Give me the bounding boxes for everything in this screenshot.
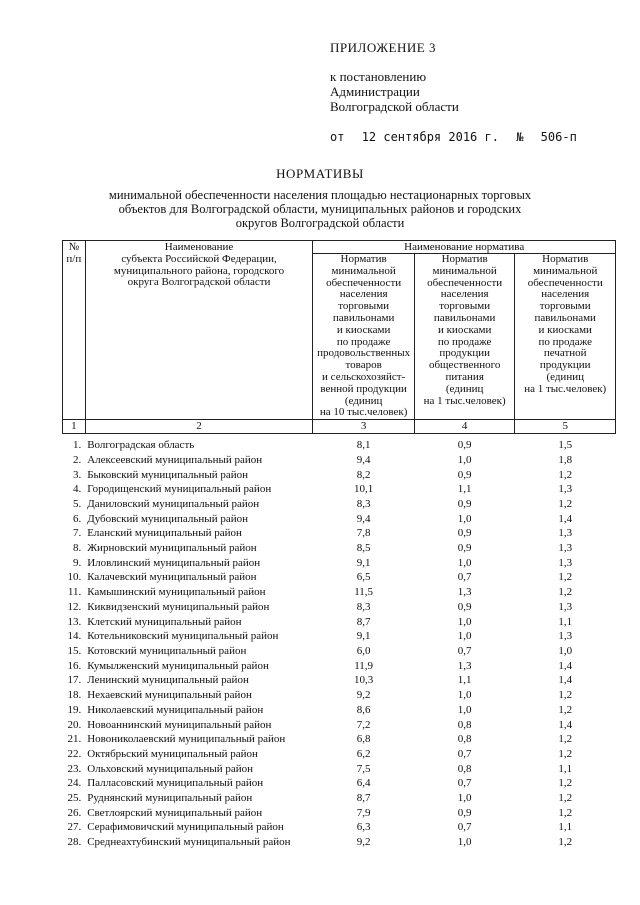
- row-col4: 1,0: [457, 615, 472, 628]
- row-name: Николаевский муниципальный район: [87, 703, 264, 716]
- row-col3: 10,1: [354, 483, 374, 496]
- row-col4: 1,1: [457, 674, 472, 687]
- row-col3: 6,2: [356, 747, 371, 760]
- row-col4: 0,9: [457, 806, 472, 819]
- row-col4: 1,1: [457, 483, 472, 496]
- row-number: 16.: [67, 659, 82, 672]
- row-col3: 8,1: [356, 439, 371, 452]
- row-col5: 1,3: [558, 630, 573, 643]
- row-col4: 0,9: [457, 439, 472, 452]
- row-number: 15.: [67, 645, 82, 657]
- row-col4: 0,7: [457, 821, 472, 834]
- row-col4: 0,8: [457, 733, 472, 746]
- date-prefix: от: [330, 130, 345, 144]
- row-col5: 1,4: [558, 674, 573, 687]
- row-col4: 1,0: [457, 556, 472, 569]
- table-row: [63, 453, 616, 468]
- row-number: 25.: [67, 792, 82, 805]
- row-col5: 1,1: [558, 615, 573, 628]
- row-name: Дубовский муниципальный район: [87, 512, 248, 525]
- row-col3: 9,2: [356, 689, 371, 702]
- row-number: 21.: [67, 733, 82, 746]
- row-number: 7.: [72, 527, 82, 540]
- row-col5: 1,2: [558, 497, 573, 510]
- table-row: [63, 673, 616, 688]
- row-col4: 1,0: [457, 453, 472, 466]
- row-col3: 9,1: [356, 630, 371, 643]
- row-name: Октябрьский муниципальный район: [87, 747, 258, 760]
- number-sign: №: [516, 130, 524, 144]
- table-row: [63, 644, 616, 659]
- row-col3: 7,9: [356, 806, 371, 819]
- document-number: 506-п: [540, 130, 577, 144]
- row-number: 6.: [72, 512, 82, 525]
- row-name: Камышинский муниципальный район: [87, 586, 266, 599]
- row-col4: 0,9: [457, 527, 472, 540]
- row-col5: 1,2: [558, 733, 573, 746]
- table-row: [63, 434, 616, 453]
- table-row: [63, 629, 616, 644]
- row-number: 19.: [67, 703, 82, 716]
- row-col5: 1,3: [558, 600, 573, 613]
- row-name: Руднянский муниципальный район: [87, 792, 253, 805]
- table-row: [63, 835, 616, 850]
- row-number: 2.: [72, 453, 82, 466]
- table-row: [63, 776, 616, 791]
- table-row: [63, 482, 616, 497]
- row-name: Иловлинский муниципальный район: [87, 556, 261, 569]
- row-col3: 7,5: [356, 762, 371, 775]
- row-col3: 6,8: [356, 733, 371, 746]
- row-col4: 0,9: [457, 542, 472, 555]
- row-col4: 0,9: [457, 468, 472, 481]
- row-col4: 0,9: [457, 600, 472, 613]
- row-number: 5.: [72, 497, 82, 510]
- header-group: Наименование норматива: [313, 241, 616, 254]
- row-col3: 6,5: [356, 571, 371, 584]
- row-number: 1.: [72, 439, 82, 452]
- table-row: [63, 659, 616, 674]
- row-col5: 1,1: [558, 821, 573, 834]
- table-row: [63, 688, 616, 703]
- row-col5: 1,4: [558, 718, 573, 731]
- row-col4: 1,0: [457, 703, 472, 716]
- row-name: Среднеахтубинский муниципальный район: [87, 836, 291, 849]
- row-col3: 6,0: [356, 645, 371, 657]
- row-name: Ольховский муниципальный район: [87, 762, 254, 775]
- row-name: Нехаевский муниципальный район: [87, 689, 252, 702]
- row-col5: 1,3: [558, 483, 573, 496]
- table-row: [63, 703, 616, 718]
- row-name: Даниловский муниципальный район: [87, 497, 260, 510]
- table-row: [63, 526, 616, 541]
- row-col4: 0,7: [457, 777, 472, 790]
- header-col4: Норматив минимальной обеспеченности населения торговыми павильонами и киосками по продаже продукции общественного питания (единиц на 1 тыс.человек): [414, 254, 515, 420]
- header-num: № п/п: [63, 241, 86, 420]
- row-col5: 1,2: [558, 777, 573, 790]
- row-col5: 1,2: [558, 689, 573, 702]
- row-col4: 1,0: [457, 512, 472, 525]
- table-row: [63, 615, 616, 630]
- table-row: [63, 718, 616, 733]
- row-name: Ленинский муниципальный район: [87, 674, 249, 687]
- row-name: Светлоярский муниципальный район: [87, 806, 263, 819]
- row-name: Жирновский муниципальный район: [87, 542, 257, 555]
- table-row: [63, 556, 616, 571]
- row-col5: 1,8: [558, 453, 573, 466]
- row-col4: 0,9: [457, 497, 472, 510]
- row-col3: 8,3: [356, 497, 371, 510]
- row-number: 10.: [67, 571, 82, 584]
- row-name: Новониколаевский муниципальный район: [87, 733, 286, 746]
- row-number: 27.: [67, 821, 82, 834]
- row-name: Калачевский муниципальный район: [87, 571, 257, 584]
- row-col3: 8,5: [356, 542, 371, 555]
- table-row: [63, 820, 616, 835]
- row-name: Еланский муниципальный район: [87, 527, 242, 540]
- table-row: [63, 732, 616, 747]
- column-number: 5: [515, 420, 616, 434]
- row-col4: 1,0: [457, 689, 472, 702]
- norms-table: [62, 240, 616, 850]
- appendix-line-1: к постановлению: [330, 69, 427, 84]
- header-name: Наименование субъекта Российской Федерации, муниципального района, городского округа Волгоградской области: [85, 241, 313, 420]
- table-row: [63, 497, 616, 512]
- row-number: 24.: [67, 777, 82, 790]
- row-number: 23.: [67, 762, 82, 775]
- row-name: Котовский муниципальный район: [87, 645, 247, 657]
- row-col3: 10,3: [354, 674, 374, 687]
- table-row: [63, 747, 616, 762]
- row-name: Киквидзенский муниципальный район: [87, 600, 270, 613]
- table-row: [63, 762, 616, 777]
- header-col5: Норматив минимальной обеспеченности населения торговыми павильонами и киосками по продаже печатной продукции (единиц на 1 тыс.человек): [515, 254, 616, 420]
- row-col5: 1,2: [558, 703, 573, 716]
- appendix-title: ПРИЛОЖЕНИЕ 3: [330, 40, 436, 55]
- row-col5: 1,4: [558, 659, 573, 672]
- row-col3: 9,2: [356, 836, 371, 849]
- row-name: Новоаннинский муниципальный район: [87, 718, 272, 731]
- row-name: Кумылженский муниципальный район: [87, 659, 269, 672]
- row-col3: 8,2: [356, 468, 371, 481]
- appendix-date-line: [330, 130, 587, 145]
- table-row: [63, 806, 616, 821]
- row-name: Алексеевский муниципальный район: [87, 453, 263, 466]
- row-col4: 0,8: [457, 762, 472, 775]
- row-number: 18.: [67, 689, 82, 702]
- row-name: Палласовский муниципальный район: [87, 777, 264, 790]
- table-row: [63, 512, 616, 527]
- row-number: 20.: [67, 718, 82, 731]
- row-col3: 9,4: [356, 512, 371, 525]
- row-col4: 1,0: [457, 792, 472, 805]
- row-col4: 1,3: [457, 586, 472, 599]
- table-row: [63, 541, 616, 556]
- row-number: 14.: [67, 630, 82, 643]
- row-number: 11.: [67, 586, 82, 599]
- table-row: [63, 570, 616, 585]
- column-number: 1: [63, 420, 86, 434]
- header-col3: Норматив минимальной обеспеченности населения торговыми павильонами и киосками по продаже продовольственных товаров и сельскохозяйст- венной продукции (единиц на 10 тыс.человек): [313, 254, 415, 420]
- row-col5: 1,0: [558, 645, 573, 657]
- document-subtitle: минимальной обеспеченности населения площадью нестационарных торговых объектов для Волгоградской области, муниципальных районов и городских округов Волгоградской области: [108, 188, 532, 230]
- row-col3: 9,4: [356, 453, 371, 466]
- document-title: НОРМАТИВЫ: [276, 166, 364, 181]
- table-body: [63, 434, 616, 850]
- column-number: 2: [85, 420, 313, 434]
- row-col5: 1,2: [558, 792, 573, 805]
- row-name: Городищенский муниципальный район: [87, 483, 272, 496]
- row-col4: 0,8: [457, 718, 472, 731]
- row-name: Быковский муниципальный район: [87, 468, 249, 481]
- row-number: 17.: [67, 674, 82, 687]
- date-value: 12 сентября 2016 г.: [361, 130, 499, 144]
- appendix-line-2: Администрации: [330, 84, 420, 99]
- row-number: 28.: [67, 836, 82, 849]
- appendix-line-3: Волгоградской области: [330, 99, 459, 114]
- table-row: [63, 791, 616, 806]
- row-col5: 1,3: [558, 527, 573, 540]
- row-number: 22.: [67, 747, 82, 760]
- row-col4: 0,7: [457, 645, 472, 657]
- row-number: 8.: [72, 542, 82, 555]
- row-col3: 8,3: [356, 600, 371, 613]
- row-col3: 7,2: [356, 718, 371, 731]
- row-col5: 1,2: [558, 747, 573, 760]
- row-number: 26.: [67, 806, 82, 819]
- row-col5: 1,2: [558, 806, 573, 819]
- appendix-block: [330, 40, 587, 145]
- row-number: 4.: [72, 483, 82, 496]
- row-col3: 6,4: [356, 777, 371, 790]
- row-col3: 8,7: [356, 792, 371, 805]
- row-col5: 1,2: [558, 571, 573, 584]
- row-col3: 11,5: [354, 586, 374, 599]
- row-col4: 1,0: [457, 836, 472, 849]
- row-number: 12.: [67, 600, 82, 613]
- table-row: [63, 585, 616, 600]
- row-col5: 1,4: [558, 512, 573, 525]
- row-col3: 6,3: [356, 821, 371, 834]
- row-col5: 1,3: [558, 542, 573, 555]
- row-col3: 11,9: [354, 659, 374, 672]
- row-name: Волгоградская область: [87, 439, 195, 452]
- row-number: 9.: [72, 556, 82, 569]
- row-col3: 8,7: [356, 615, 371, 628]
- row-name: Котельниковский муниципальный район: [87, 630, 279, 643]
- row-col4: 0,7: [457, 747, 472, 760]
- column-number: 3: [313, 420, 415, 434]
- row-col5: 1,3: [558, 556, 573, 569]
- row-col3: 9,1: [356, 556, 371, 569]
- row-col4: 1,3: [457, 659, 472, 672]
- row-col5: 1,2: [558, 468, 573, 481]
- row-col3: 8,6: [356, 703, 371, 716]
- row-number: 13.: [67, 615, 82, 628]
- row-col3: 7,8: [356, 527, 371, 540]
- row-name: Клетский муниципальный район: [87, 615, 242, 628]
- column-number: 4: [414, 420, 515, 434]
- row-col5: 1,2: [558, 836, 573, 849]
- row-col4: 1,0: [457, 630, 472, 643]
- row-col5: 1,1: [558, 762, 573, 775]
- row-col4: 0,7: [457, 571, 472, 584]
- table-row: [63, 600, 616, 615]
- table-row: [63, 468, 616, 483]
- row-col5: 1,5: [558, 439, 573, 452]
- row-name: Серафимовичский муниципальный район: [87, 821, 284, 834]
- row-number: 3.: [72, 468, 82, 481]
- row-col5: 1,2: [558, 586, 573, 599]
